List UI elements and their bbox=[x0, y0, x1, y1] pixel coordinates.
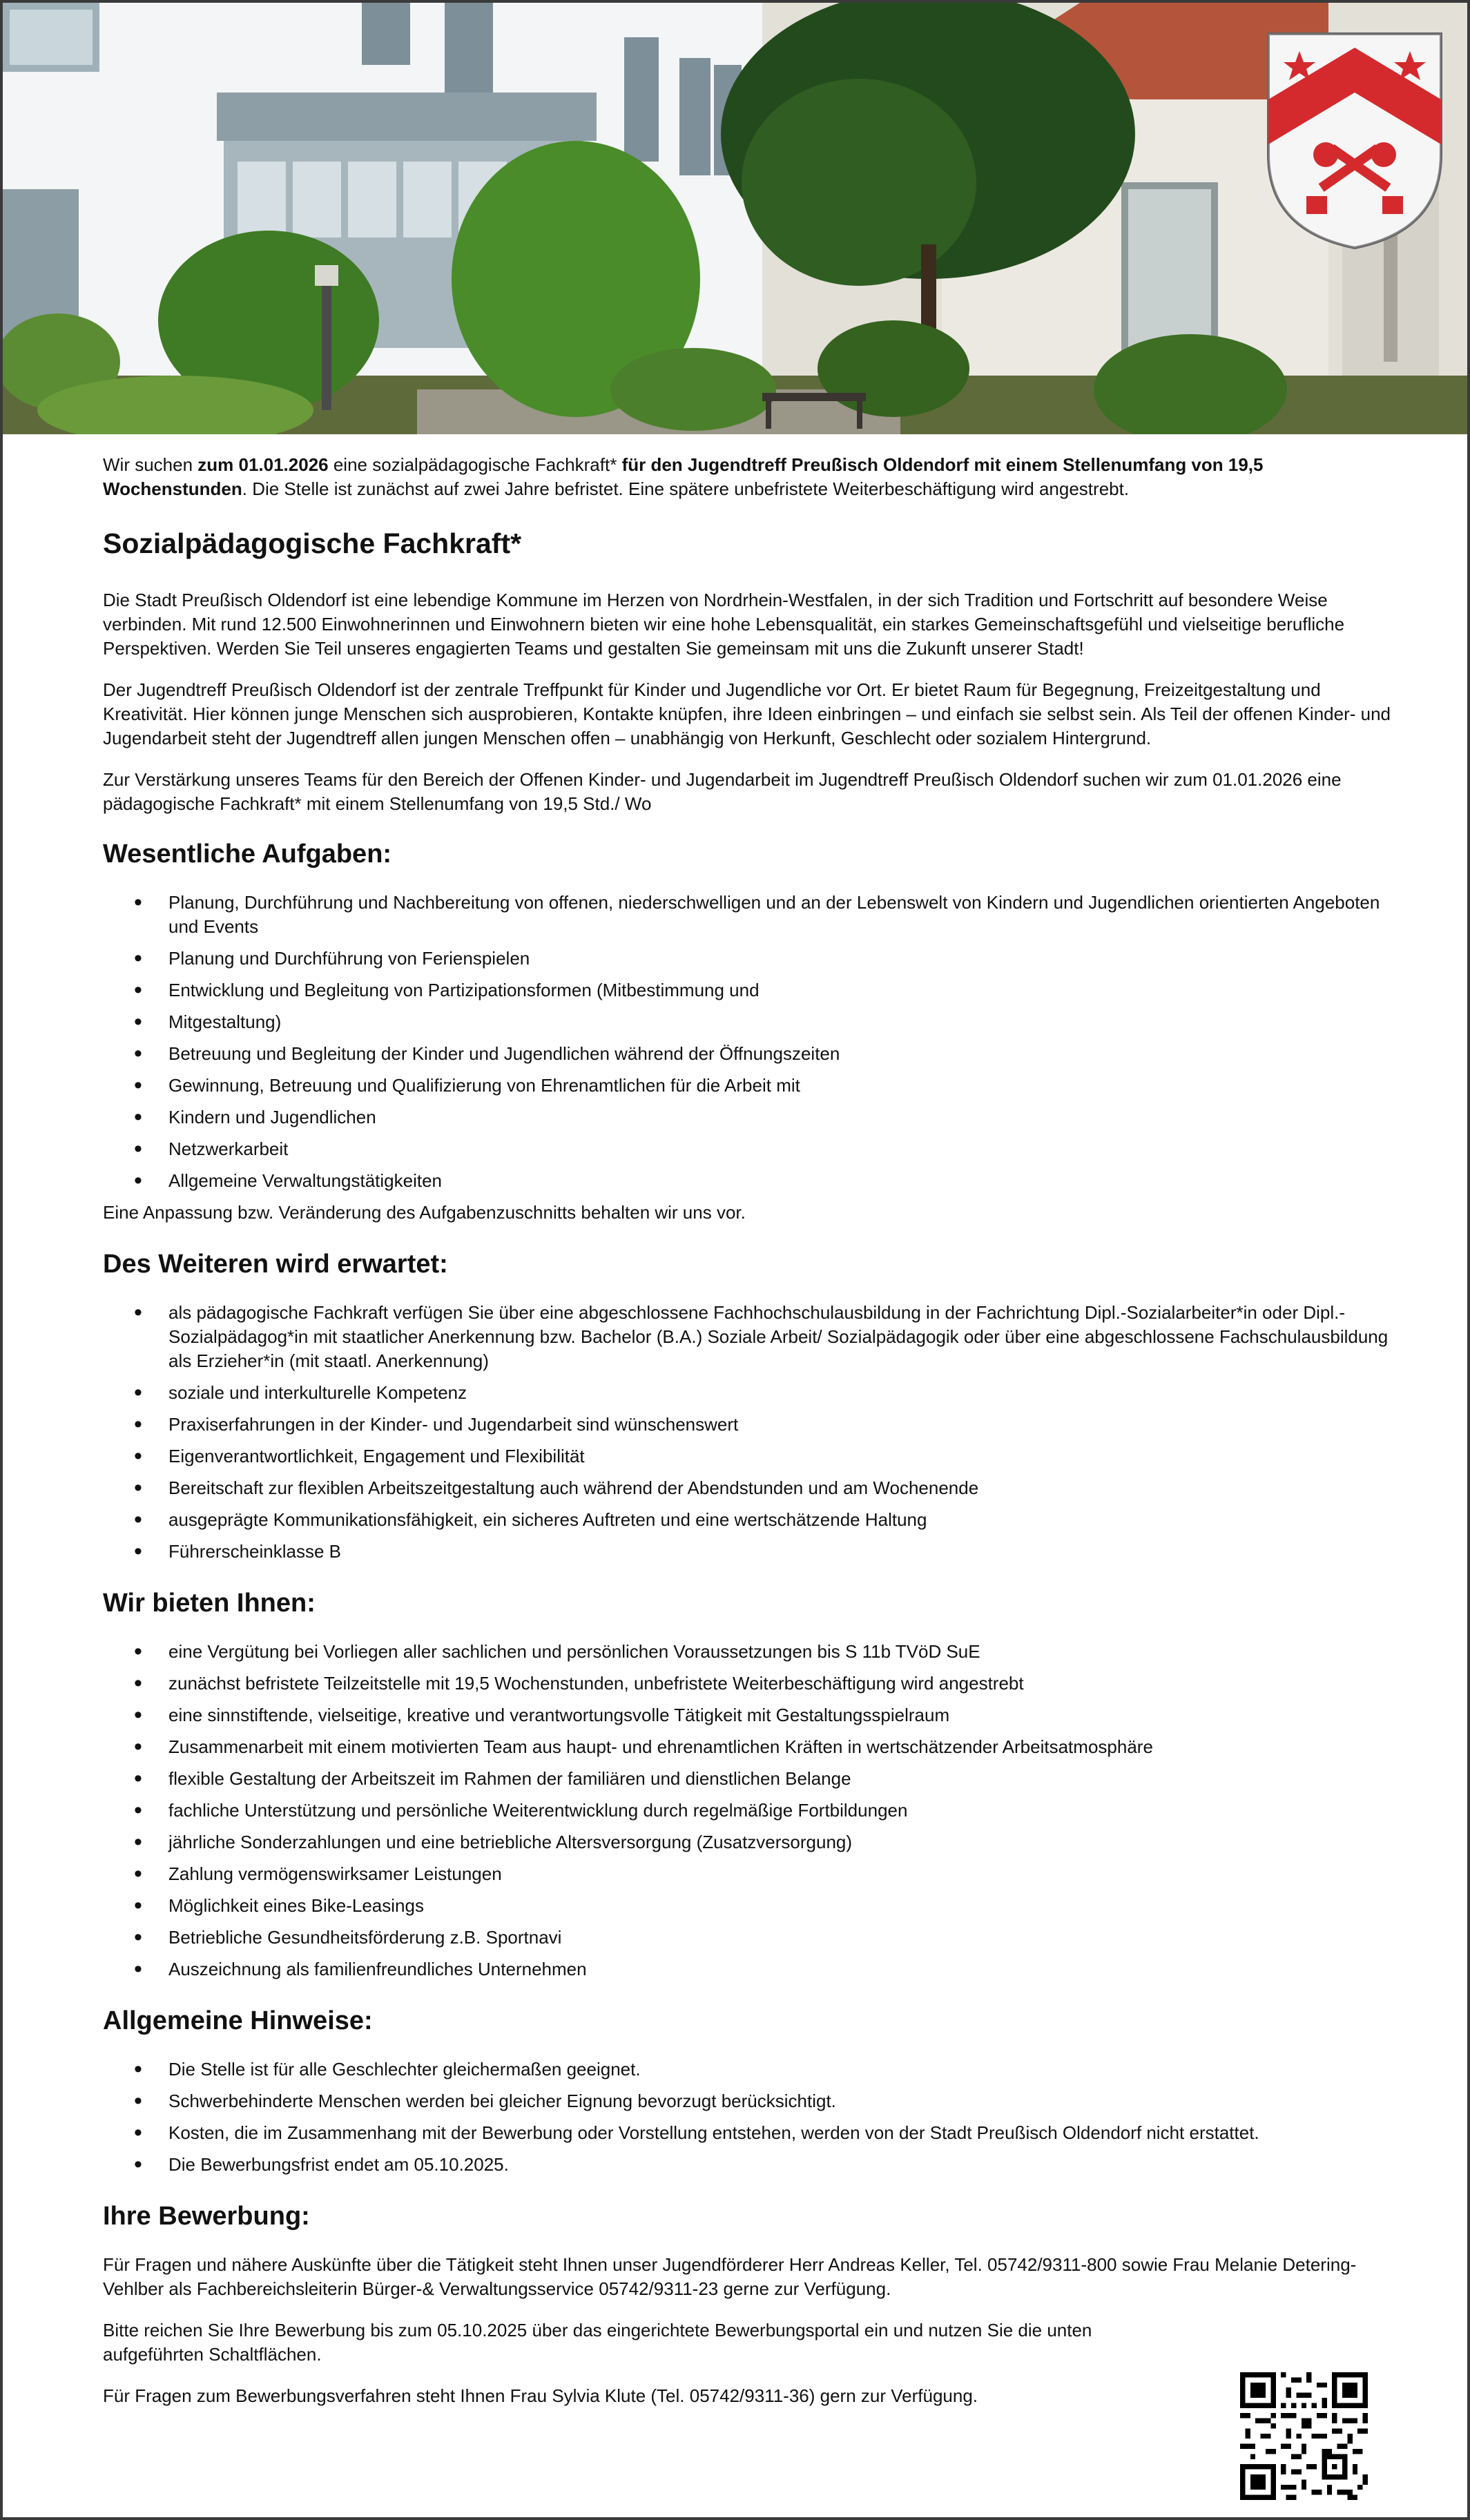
erwartet-list bbox=[103, 1301, 1394, 1564]
list-item: • Die Stelle ist für alle Geschlechter gleichermaßen geeignet. bbox=[103, 2057, 1394, 2082]
list-item: • Planung und Durchführung von Ferienspielen bbox=[103, 947, 1394, 971]
list-item: • fachliche Unterstützung und persönliche Weiterentwicklung durch regelmäßige Fortbildungen bbox=[103, 1799, 1394, 1823]
list-item: • Bereitschaft zur flexiblen Arbeitszeitgestaltung auch während der Abendstunden und am Wochenende bbox=[103, 1476, 1394, 1500]
list-item: • Gewinnung, Betreuung und Qualifizierung von Ehrenamtlichen für die Arbeit mit bbox=[103, 1074, 1394, 1098]
city-description: Die Stadt Preußisch Oldendorf ist eine lebendige Kommune im Herzen von Nordrhein-Westfalen, in der sich Tradition und Fortschritt auf besondere Weise verbinden. Mit rund 12.500 Einwohnerinnen und Einwohnern bieten wir eine hohe Lebensqualität, ein starkes Gemeinschaftsgefühl und vielseitige berufliche Perspektiven. Werden Sie Teil unseres engagierten Teams und gestalten Sie gemeinsam mit uns die Zukunft unserer Stadt! bbox=[103, 590, 1345, 659]
list-item: • Praxiserfahrungen in der Kinder- und Jugendarbeit sind wünschenswert bbox=[103, 1413, 1394, 1437]
list-item: • flexible Gestaltung der Arbeitszeit im Rahmen der familiären und dienstlichen Belange bbox=[103, 1767, 1394, 1791]
list-item: • Betriebliche Gesundheitsförderung z.B. Sportnavi bbox=[103, 1926, 1394, 1950]
list-item: • Schwerbehinderte Menschen werden bei gleicher Eignung bevorzugt berücksichtigt. bbox=[103, 2089, 1394, 2113]
list-item: • Die Bewerbungsfrist endet am 05.10.2025. bbox=[103, 2153, 1394, 2177]
list-item: • Zahlung vermögenswirksamer Leistungen bbox=[103, 1862, 1394, 1886]
list-item: • Auszeichnung als familienfreundliches Unternehmen bbox=[103, 1957, 1394, 1981]
list-item: • Kosten, die im Zusammenhang mit der Bewerbung oder Vorstellung entstehen, werden von der Stadt Preußisch Oldendorf nicht erstattet. bbox=[103, 2121, 1394, 2145]
list-item: • Mitgestaltung) bbox=[103, 1010, 1394, 1034]
list-item: • Entwicklung und Begleitung von Partizipationsformen (Mitbestimmung und bbox=[103, 978, 1394, 1002]
hinweise-list bbox=[103, 2057, 1394, 2177]
aufgaben-list bbox=[103, 891, 1394, 1193]
list-item: • Allgemeine Verwaltungstätigkeiten bbox=[103, 1169, 1394, 1193]
section-heading-erwartet: Des Weiteren wird erwartet: bbox=[103, 1250, 448, 1279]
list-item: • soziale und interkulturelle Kompetenz bbox=[103, 1381, 1394, 1405]
city-crest-icon bbox=[1265, 30, 1444, 251]
section-heading-hinweise: Allgemeine Hinweise: bbox=[103, 2006, 373, 2035]
jugendtreff-description: Der Jugendtreff Preußisch Oldendorf ist der zentrale Treffpunkt für Kinder und Jugendliche vor Ort. Er bietet Raum für Begegnung, Freizeitgestaltung und Kreativität. Hier können junge Menschen sich ausprobieren, Kontakte knüpfen, ihre Ideen einbringen – und einfach sie selbst sein. Als Teil der offenen Kinder- und Jugendarbeit steht der Jugendtreff allen jungen Menschen offen – unabhängig von Herkunft, Geschlecht oder sozialem Hintergrund. bbox=[103, 679, 1391, 748]
page-title: Sozialpädagogische Fachkraft* bbox=[103, 527, 522, 559]
list-item: • Zusammenarbeit mit einem motivierten Team aus haupt- und ehrenamtlichen Kräften in wertschätzender Arbeitsatmosphäre bbox=[103, 1735, 1394, 1759]
posting-content bbox=[103, 453, 1394, 2425]
list-item: • Betreuung und Begleitung der Kinder und Jugendlichen während der Öffnungszeiten bbox=[103, 1042, 1394, 1066]
building-courtyard-illustration bbox=[3, 3, 1467, 434]
list-item: • zunächst befristete Teilzeitstelle mit 19,5 Wochenstunden, unbefristete Weiterbeschäftigung wird angestrebt bbox=[103, 1671, 1394, 1696]
section-heading-bieten: Wir bieten Ihnen: bbox=[103, 1589, 316, 1618]
header-photo bbox=[3, 3, 1467, 434]
list-item: • Eigenverantwortlichkeit, Engagement und Flexibilität bbox=[103, 1444, 1394, 1469]
bewerbung-section bbox=[103, 2200, 1394, 2408]
section-heading-aufgaben: Wesentliche Aufgaben: bbox=[103, 840, 392, 869]
list-item: • Planung, Durchführung und Nachbereitung von offenen, niederschwelligen und an der Lebenswelt von Kindern und Jugendlichen orientierten Angeboten und Events bbox=[103, 891, 1394, 939]
list-item: • Kindern und Jugendlichen bbox=[103, 1105, 1394, 1130]
aufgaben-note: Eine Anpassung bzw. Veränderung des Aufgabenzuschnitts behalten wir uns vor. bbox=[103, 1202, 746, 1223]
contact-paragraph: Für Fragen und nähere Auskünfte über die Tätigkeit steht Ihnen unser Jugendförderer Herr Andreas Keller, Tel. 05742/9311-800 sowie Frau Melanie Detering- Vehlber als Fachbereichsleiterin Bürger-& Verwaltungsservice 05742/9311-23 gerne zur Verfügung. bbox=[103, 2254, 1357, 2299]
list-item: • ausgeprägte Kommunikationsfähigkeit, ein sicheres Auftreten und eine wertschätzende Haltung bbox=[103, 1508, 1394, 1532]
list-item: • Möglichkeit eines Bike-Leasings bbox=[103, 1894, 1394, 1918]
bieten-list bbox=[103, 1640, 1394, 1981]
position-summary: Zur Verstärkung unseres Teams für den Bereich der Offenen Kinder- und Jugendarbeit im Jugendtreff Preußisch Oldendorf suchen wir zum 01.01.2026 eine pädagogische Fachkraft* mit einem Stellenumfang von 19,5 Std./ Wo bbox=[103, 769, 1342, 814]
intro-paragraph: Wir suchen zum 01.01.2026 eine sozialpädagogische Fachkraft* für den Jugendtreff Preußisch Oldendorf mit einem Stellenumfang von 19,5 Wochenstunden. Die Stelle ist zunächst auf zwei Jahre befristet. Eine spätere unbefristete Weiterbeschäftigung wird angestrebt. bbox=[103, 454, 1264, 499]
list-item: • als pädagogische Fachkraft verfügen Sie über eine abgeschlossene Fachhochschulausbildung in der Fachrichtung Dipl.-Sozialarbeiter*in oder Dipl.-Sozialpädagog*in mit staatlicher Anerkennung bzw. Bachelor (B.A.) Soziale Arbeit/ Sozialpädagogik oder über eine abgeschlossene Fachschulausbildung als Erzieher*in (mit staatl. Anerkennung) bbox=[103, 1301, 1394, 1373]
list-item: • eine sinnstiftende, vielseitige, kreative und verantwortungsvolle Tätigkeit mit Gestaltungsspielraum bbox=[103, 1703, 1394, 1727]
application-qr-code[interactable] bbox=[1240, 2372, 1368, 2500]
procedure-contact: Für Fragen zum Bewerbungsverfahren steht Ihnen Frau Sylvia Klute (Tel. 05742/9311-36) gern zur Verfügung. bbox=[103, 2385, 978, 2406]
list-item: • Führerscheinklasse B bbox=[103, 1540, 1394, 1564]
section-heading-bewerbung: Ihre Bewerbung: bbox=[103, 2202, 310, 2231]
list-item: • eine Vergütung bei Vorliegen aller sachlichen und persönlichen Voraussetzungen bis S 11b TVöD SuE bbox=[103, 1640, 1394, 1664]
list-item: • Netzwerkarbeit bbox=[103, 1137, 1394, 1161]
application-instructions: Bitte reichen Sie Ihre Bewerbung bis zum 05.10.2025 über das eingerichtete Bewerbungsportal ein und nutzen Sie die unten aufgeführten Schaltflächen. bbox=[103, 2320, 1092, 2365]
list-item: • jährliche Sonderzahlungen und eine betriebliche Altersversorgung (Zusatzversorgung) bbox=[103, 1830, 1394, 1854]
